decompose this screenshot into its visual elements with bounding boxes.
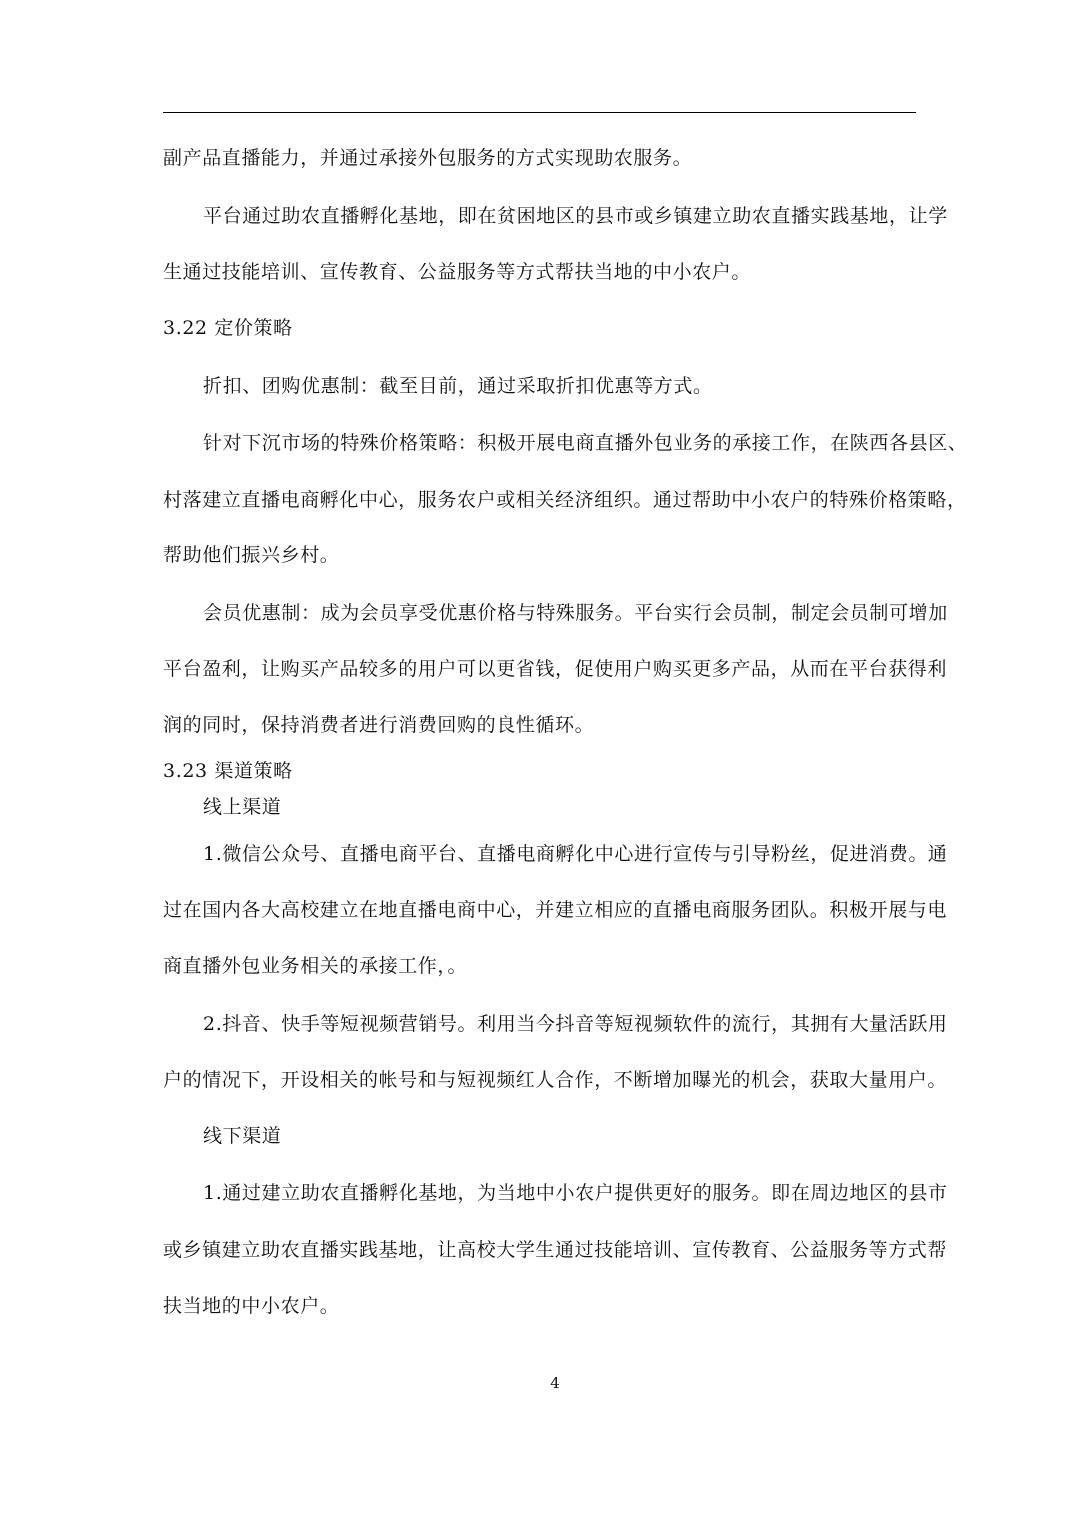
paragraph-line: 2.抖音、快手等短视频营销号。利用当今抖音等短视频软件的流行，其拥有大量活跃用 <box>203 1013 948 1035</box>
paragraph-line: 副产品直播能力，并通过承接外包服务的方式实现助农服务。 <box>163 147 693 169</box>
page-number: 4 <box>550 1374 560 1392</box>
paragraph-line: 帮助他们振兴乡村。 <box>163 544 340 566</box>
paragraph-line: 户的情况下，开设相关的帐号和与短视频红人合作，不断增加曝光的机会，获取大量用户。 <box>163 1069 948 1091</box>
paragraph-line: 或乡镇建立助农直播实践基地，让高校大学生通过技能培训、宣传教育、公益服务等方式帮 <box>163 1239 948 1261</box>
paragraph-line: 商直播外包业务相关的承接工作，。 <box>163 955 468 977</box>
paragraph-line: 村落建立直播电商孵化中心，服务农户或相关经济组织。通过帮助中小农户的特殊价格策略， <box>163 489 967 511</box>
paragraph-line: 针对下沉市场的特殊价格策略：积极开展电商直播外包业务的承接工作，在陕西各县区、 <box>203 432 968 454</box>
paragraph-line: 过在国内各大高校建立在地直播电商中心，并建立相应的直播电商服务团队。积极开展与电 <box>163 899 948 921</box>
section-heading-pricing: 3.22 定价策略 <box>163 317 293 339</box>
subheading-offline-channels: 线下渠道 <box>203 1125 282 1147</box>
paragraph-line: 折扣、团购优惠制：截至目前，通过采取折扣优惠等方式。 <box>203 375 713 397</box>
section-heading-channels: 3.23 渠道策略 <box>163 760 293 782</box>
subheading-online-channels: 线上渠道 <box>203 796 282 818</box>
paragraph-line: 1.微信公众号、直播电商平台、直播电商孵化中心进行宣传与引导粉丝，促进消费。通 <box>203 843 948 865</box>
paragraph-line: 生通过技能培训、宣传教育、公益服务等方式帮扶当地的中小农户。 <box>163 261 752 283</box>
paragraph-line: 平台通过助农直播孵化基地，即在贫困地区的县市或乡镇建立助农直播实践基地，让学 <box>203 205 948 227</box>
header-rule <box>163 112 916 113</box>
paragraph-line: 扶当地的中小农户。 <box>163 1295 340 1317</box>
paragraph-line: 平台盈利，让购买产品较多的用户可以更省钱，促使用户购买更多产品，从而在平台获得利 <box>163 658 948 680</box>
paragraph-line: 会员优惠制：成为会员享受优惠价格与特殊服务。平台实行会员制，制定会员制可增加 <box>203 602 948 624</box>
paragraph-line: 1.通过建立助农直播孵化基地，为当地中小农户提供更好的服务。即在周边地区的县市 <box>203 1182 948 1204</box>
paragraph-line: 润的同时，保持消费者进行消费回购的良性循环。 <box>163 714 595 736</box>
